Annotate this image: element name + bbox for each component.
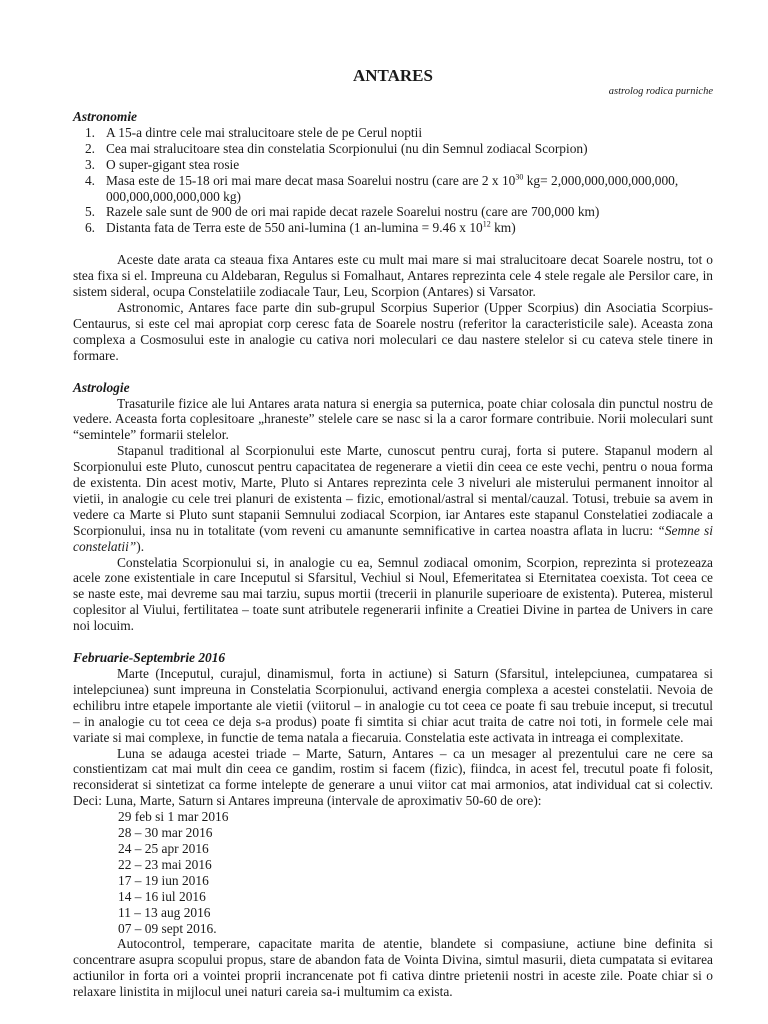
spacer xyxy=(73,634,713,650)
list-item-text: O super-gigant stea rosie xyxy=(106,156,240,172)
list-item-text: Cea mai stralucitoare stea din constelatia Scorpionului (nu din Semnul zodiacal Scorpion) xyxy=(106,140,588,156)
date-item: 07 – 09 sept 2016. xyxy=(118,920,217,936)
list-item-text: A 15-a dintre cele mai stralucitoare stele de pe Cerul noptii xyxy=(106,124,423,140)
list-item-number: 4. xyxy=(84,172,95,188)
list-item-number: 1. xyxy=(84,124,95,140)
list-item xyxy=(73,204,713,220)
list-item xyxy=(73,173,713,205)
spacer xyxy=(73,236,713,252)
section-heading-astronomy: Astronomie xyxy=(73,109,137,124)
list-item-number: 5. xyxy=(84,204,95,220)
paragraph: Autocontrol, temperare, capacitate marita de atentie, blandete si compasiune, actiune bine definita si concentrare asupra scopului propus, stare de abandon fata de Vointa Divina, simtul masurii, dieta cumpatata si evitarea actiunilor in forta ori a vointei proprii incrancenate pot fi cativa dintre prietenii nostri in aceste zile. Poate chiar si o relaxare linistita in mijlocul unei naturi careia sa-i multumim ca exista. xyxy=(73,936,713,1000)
list-item-text: Razele sale sunt de 900 de ori mai rapide decat razele Soarelui nostru (care are 700,000 km) xyxy=(106,204,600,220)
list-item xyxy=(73,220,713,236)
distance-text: Distanta fata de Terra este de 550 ani-lumina (1 an-lumina = 9.46 x 10 xyxy=(106,220,483,236)
date-list xyxy=(73,809,713,936)
paragraph-end: ). xyxy=(136,538,145,554)
list-item xyxy=(73,141,713,157)
date-item: 29 feb si 1 mar 2016 xyxy=(118,809,229,825)
paragraph: Luna se adauga acestei triade – Marte, Saturn, Antares – ca un mesager al prezentului care ne cere sa constientizam cat mai mult din ceea ce gandim, rostim si facem (fizic), fiindca, in acest fel, trecutul poate fi folosit, reconsiderat si sintetizat ca forme intelepte de generare a unui viitor cat mai armonios, atat individual cat si colectiv. Deci: Luna, Marte, Saturn si Antares impreuna (intervale de aproximativ 50-60 de ore): xyxy=(73,745,713,809)
list-item-text xyxy=(106,173,713,205)
section-heading-astrology: Astrologie xyxy=(73,379,130,395)
paragraph-text: Stapanul traditional al Scorpionului este Marte, cunoscut pentru curaj, forta si putere. Stapanul modern al Scorpionului este Pluto, cunoscut pentru capacitatea de regenerare a vietii din ceea ce este vechi, pentru o noua forma de existenta. Din acest motiv, Marte, Pluto si Antares reprezinta cele 3 niveluri ale misterului permanent innoitor al vietii, in analogie cu cele trei planuri de existenta – fizic, emotional/astral si mental/cauzal. Totusi, trebuie sa avem in vedere ca Marte si Pluto sunt stapanii Semnului zodiacal Scorpion, iar Antares este stapanul Constelatiei zodiacale a Scorpionului, insa nu in totalitate (vom reveni cu amanunte semnificative in cartea noastra aflata in lucru: xyxy=(73,443,713,538)
paragraph: Marte (Inceputul, curajul, dinamismul, forta in actiune) si Saturn (Sfarsitul, intelepciunea, cumpatarea si intelepciunea) sunt impreuna in Constelatia Scorpionului, activand energia complexa a acestei constelatii. Nevoia de echilibru intre etapele importante ale vietii (viitorul – in analogie cu tot ceea ce poate fi sau trebuie inceput, si trecutul – in analogie cu tot ceea ce deja s-a produs) poate fi simtita si chiar acut traita de catre noi toti, in formele cele mai variate si mai complexe, in functie de tema natala a fiecaruia. Constelatia este activata in intreaga ei complexitate. xyxy=(73,666,713,745)
paragraph: Constelatia Scorpionului si, in analogie cu ea, Semnul zodiacal omonim, Scorpion, reprezinta si protezeaza acele zone existentiale in care Inceputul si Sfarsitul, Vechiul si Noul, Efemeritatea si Eternitatea coexista. Tot ceea ce se naste este, mai devreme sau mai tarziu, supus mortii (trecerii in planurile superioare de existenta). Puterea, misterul coplesitor al Viului, fertilitatea – toate sunt atributele regenerarii infinite a Creatiei Divine in partea de Univers in care noi locuim. xyxy=(73,554,713,634)
list-item-number: 2. xyxy=(84,140,95,156)
spacer xyxy=(73,364,713,380)
paragraph: Trasaturile fizice ale lui Antares arata natura si energia sa puternica, poate chiar colosala din punctul nostru de vedere. Aceasta forta coplesitoare „hraneste” stelele care se nasc si la a caror formare contribuie. Norii moleculari sunt “semintele” formarii stelelor. xyxy=(73,395,713,443)
paragraph xyxy=(73,443,713,554)
list-item xyxy=(73,157,713,173)
exponent: 12 xyxy=(482,219,491,229)
date-item: 24 – 25 apr 2016 xyxy=(118,840,209,856)
date-item: 14 – 16 iul 2016 xyxy=(118,888,206,904)
paragraph: Astronomic, Antares face parte din sub-grupul Scorpius Superior (Upper Scorpius) din Asociatia Scorpius-Centaurus, si este cel mai apropiat corp ceresc fata de Soarele nostru (referitor la caracteristicile sale). Aceasta zona complexa a Cosmosului este in analogie cu cativa nori moleculari ce dau nastere stelelor si cu cateva stele tinere in formare. xyxy=(73,299,713,363)
author-line: astrolog rodica purniche xyxy=(608,86,713,97)
distance-unit-text: km) xyxy=(490,220,516,236)
exponent: 30 xyxy=(515,172,524,182)
mass-text: Masa este de 15-18 ori mai mare decat masa Soarelui nostru (care are 2 x 10 xyxy=(106,172,516,188)
mass-value-text: kg= 2,000,000,000,000,000, 000,000,000,000,000 kg) xyxy=(106,172,679,204)
list-item-number: 3. xyxy=(84,156,95,172)
book-title-quote: “Semne si constelatii” xyxy=(73,522,713,554)
document-title: ANTARES xyxy=(353,66,433,85)
date-item: 11 – 13 aug 2016 xyxy=(118,904,211,920)
date-item: 22 – 23 mai 2016 xyxy=(118,856,212,872)
list-item xyxy=(73,125,713,141)
paragraph: Aceste date arata ca steaua fixa Antares este cu mult mai mare si mai stralucitoare decat Soarele nostru, tot o stea fixa si el. Impreuna cu Aldebaran, Regulus si Fomalhaut, Antares reprezinta cele 4 stele regale ale Persilor care, in sistem sideral, ocupa Constelatiile zodiacale Taur, Leu, Scorpion (Antares) si Varsator. xyxy=(73,252,713,300)
list-item-text xyxy=(106,220,713,236)
list-item-number: 6. xyxy=(84,220,95,236)
section-heading-period: Februarie-Septembrie 2016 xyxy=(73,650,226,666)
date-item: 28 – 30 mar 2016 xyxy=(118,825,213,841)
date-item: 17 – 19 iun 2016 xyxy=(118,872,209,888)
astronomy-facts-list xyxy=(73,125,713,236)
